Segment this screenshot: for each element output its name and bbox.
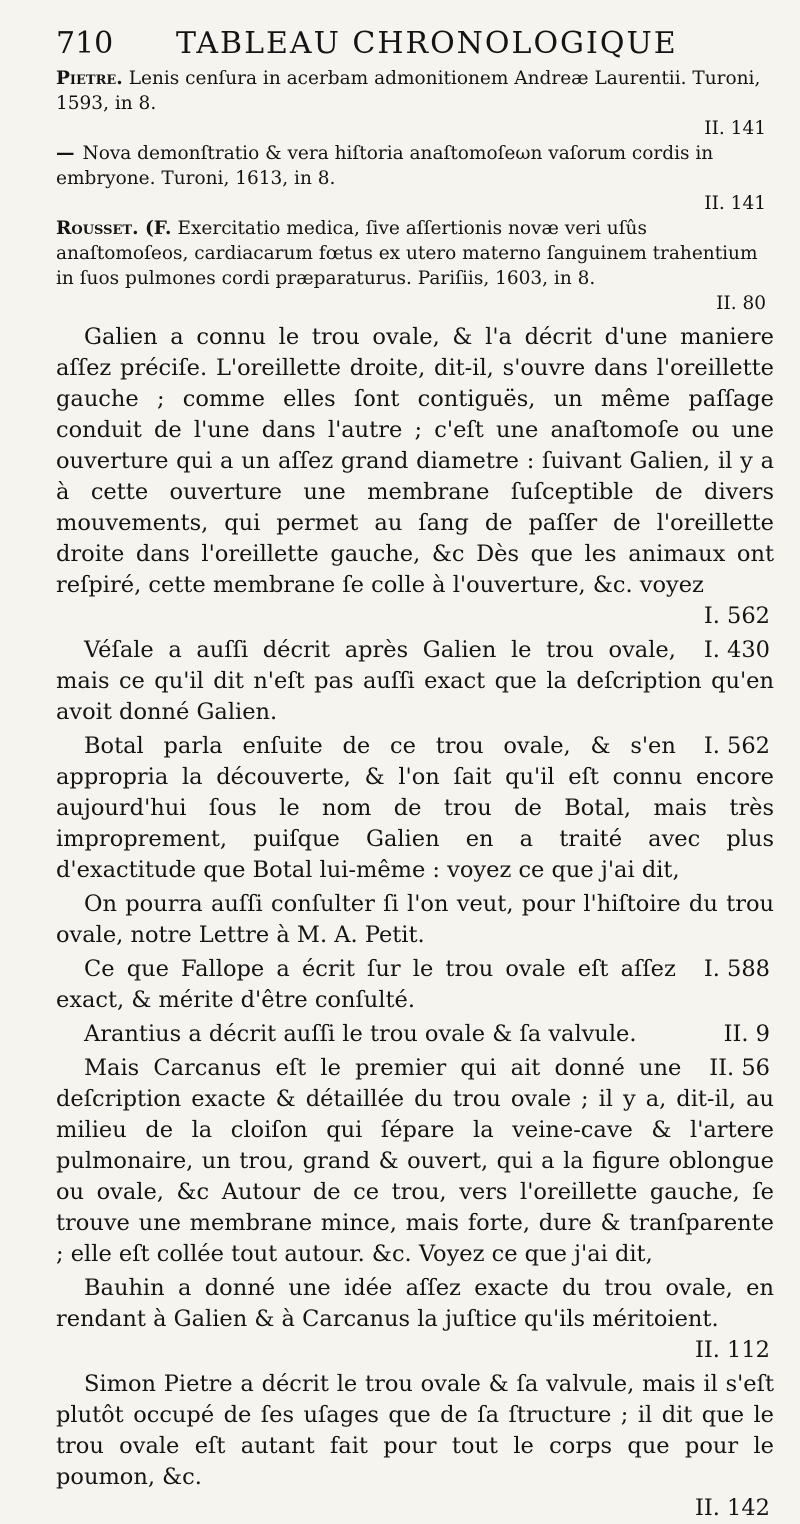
paragraph (56, 322, 774, 632)
paragraph-reference: II. 9 (723, 1021, 770, 1047)
paragraph-text: Véſale a auſſi décrit après Galien le trou ovale, mais ce qu'il dit n'eſt pas auſſi exact que la deſcription qu'en avoit donné Galien. (56, 637, 774, 725)
paragraph-text: Bauhin a donné une idée aſſez exacte du trou ovale, en rendant à Galien & à Carcanus la juſtice qu'ils méritoient. (56, 1275, 774, 1332)
paragraph-text: Botal parla enſuite de ce trou ovale, & s'en appropria la découverte, & l'on ſait qu'il eſt connu encore aujourd'hui ſous le nom de trou de Botal, mais très improprement, puiſque Galien en a traité avec plus d'exactitude que Botal lui-même : voyez ce que j'ai dit, (56, 733, 774, 883)
paragraph (56, 635, 774, 728)
entry-text: Exercitatio medica, ſive aſſertionis novæ veri uſûs anaſtomoſeos, cardiacarum fœtus ex utero materno ſanguinem trahentium in ſuos pulmones cordi præparaturus. Pariſiis, 1603, in 8. (56, 218, 758, 289)
running-title: TABLEAU CHRONOLOGIQUE (176, 26, 678, 61)
entry-author: Rousset. (F. (56, 218, 172, 239)
entry-text: Lenis cenſura in acerbam admonitionem Andreæ Laurentii. Turoni, 1593, in 8. (56, 68, 761, 114)
entry-reference: II. 80 (716, 293, 766, 314)
paragraph-text: Ce que Fallope a écrit ſur le trou ovale eſt aſſez exact, & mérite d'être conſulté. (56, 956, 676, 1013)
page-header (56, 22, 774, 66)
paragraph (56, 1053, 774, 1270)
paragraph (56, 889, 774, 951)
paragraph-text: On pourra auſſi conſulter ſi l'on veut, pour l'hiſtoire du trou ovale, notre Lettre à M. A. Petit. (56, 891, 774, 948)
paragraph-text: Galien a connu le trou ovale, & l'a décrit d'une maniere aſſez préciſe. L'oreillette droite, dit-il, s'ouvre dans l'oreillette gauche ; comme elles ſont contiguës, un même paſſage conduit de l'une dans l'autre ; c'eſt une anaſtomoſe ou une ouverture qui a un aſſez grand diametre : ſuivant Galien, il y a à cette ouverture une membrane ſuſceptible de divers mouvements, qui permet au ſang de paſſer de l'oreillette droite dans l'oreillette gauche, &c Dès que les animaux ont reſpiré, cette membrane ſe colle à l'ouverture, &c. voyez (56, 324, 774, 598)
paragraph-reference: I. 562 (703, 733, 770, 759)
main-text (56, 322, 774, 1524)
paragraph (56, 954, 774, 1016)
bibliography-block (56, 66, 774, 316)
paragraph (56, 1273, 774, 1366)
paragraph-text: Simon Pietre a décrit le trou ovale & ſa valvule, mais il s'eſt plutôt occupé de ſes uſages que de ſa ſtructure ; il dit que le trou ovale eſt autant fait pour tout le corps que pour le poumon, &c. (56, 1371, 774, 1490)
page-number: 710 (56, 26, 114, 61)
paragraph (56, 1369, 774, 1524)
paragraph-reference: I. 588 (703, 956, 770, 982)
bibliography-entry (56, 66, 774, 141)
paragraph-reference: I. 430 (703, 637, 770, 663)
bibliography-entry (56, 141, 774, 216)
paragraph-reference: I. 562 (703, 603, 770, 629)
entry-reference: II. 141 (704, 193, 766, 214)
paragraph-text: Mais Carcanus eſt le premier qui ait donné une deſcription exacte & détaillée du trou ovale ; il y a, dit-il, au milieu de la cloiſon qui ſépare la veine-cave & l'artere pulmonaire, un trou, grand & ouvert, qui a la figure oblongue ou ovale, &c Autour de ce trou, vers l'oreillette gauche, ſe trouve une membrane mince, mais forte, dure & tranſparente ; elle eſt collée tout autour. &c. Voyez ce que j'ai dit, (56, 1055, 774, 1267)
bibliography-entry (56, 216, 774, 316)
entry-reference: II. 141 (704, 118, 766, 139)
paragraph-reference: II. 142 (694, 1495, 770, 1521)
entry-dash: — (56, 143, 75, 164)
paragraph-reference: II. 112 (694, 1337, 770, 1363)
entry-author: Pietre. (56, 68, 123, 89)
paragraph (56, 1019, 774, 1050)
paragraph-text: Arantius a décrit auſſi le trou ovale & ſa valvule. (84, 1021, 637, 1047)
entry-text: Nova demonſtratio & vera hiſtoria anaſtomoſeωn vaſorum cordis in embryone. Turoni, 1613, in 8. (56, 143, 714, 189)
paragraph (56, 731, 774, 886)
paragraph-reference: II. 56 (709, 1055, 770, 1081)
